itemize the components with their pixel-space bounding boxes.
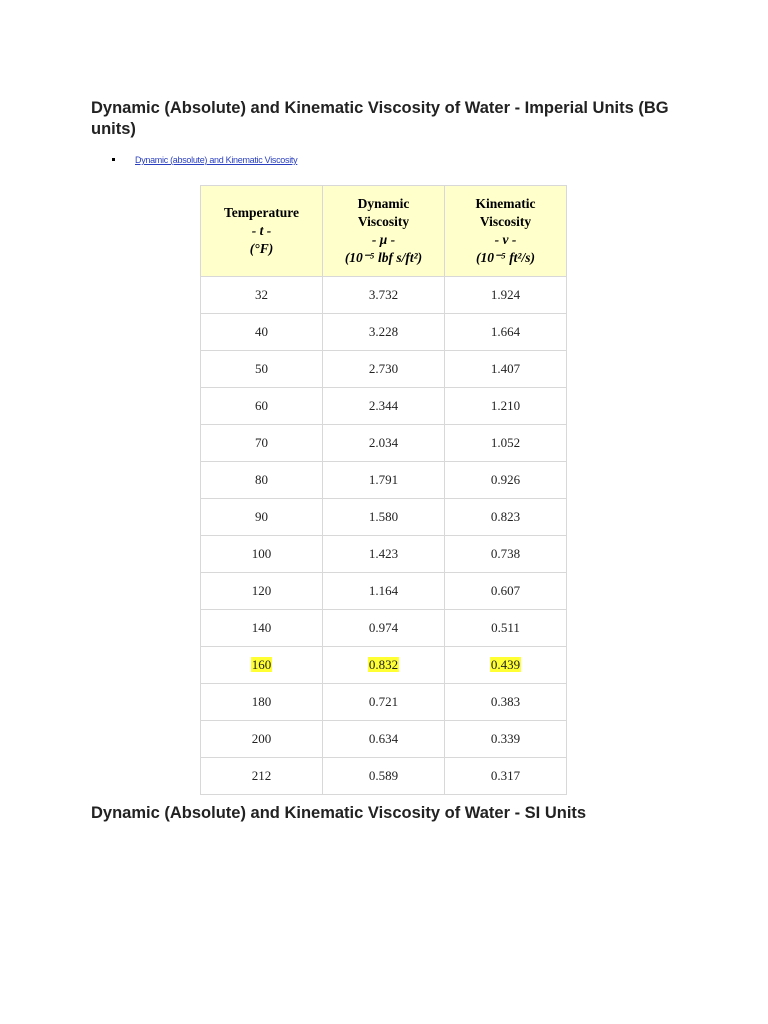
list-item [112, 154, 297, 166]
viscosity-table [200, 185, 567, 795]
cell-value: 1.924 [490, 287, 521, 302]
cell-value: 160 [251, 657, 272, 672]
cell-value: 0.974 [368, 620, 399, 635]
cell-value: 1.791 [368, 472, 399, 487]
table-header-row [201, 186, 567, 277]
table-cell [323, 314, 445, 351]
cell-value: 140 [251, 620, 272, 635]
page-title-imperial: Dynamic (Absolute) and Kinematic Viscosity of Water - Imperial Units (BG units) [91, 99, 669, 138]
cell-value: 0.317 [490, 768, 521, 783]
cell-value: 0.439 [490, 657, 521, 672]
table-cell [323, 351, 445, 388]
cell-value: 90 [255, 509, 268, 524]
cell-value: 100 [251, 546, 272, 561]
table-cell [445, 647, 567, 684]
cell-value: 200 [251, 731, 272, 746]
cell-value: 2.034 [368, 435, 399, 450]
table-cell [323, 536, 445, 573]
table-cell [445, 758, 567, 795]
table-cell [323, 573, 445, 610]
cell-value: 0.823 [490, 509, 521, 524]
table-cell [201, 684, 323, 721]
table-cell [445, 610, 567, 647]
table-cell [445, 573, 567, 610]
cell-value: 212 [251, 768, 272, 783]
cell-value: 0.634 [368, 731, 399, 746]
table-row [201, 573, 567, 610]
header-kinematic-viscosity: Kinematic Viscosity - ν - (10⁻⁵ ft²/s) [445, 186, 567, 277]
table-cell [323, 610, 445, 647]
table-cell [323, 462, 445, 499]
table-row [201, 277, 567, 314]
link-list [112, 154, 297, 166]
table-cell [445, 721, 567, 758]
table-row [201, 351, 567, 388]
table-cell [201, 721, 323, 758]
table-body [201, 277, 567, 795]
cell-value: 1.164 [368, 583, 399, 598]
table-row [201, 425, 567, 462]
cell-value: 2.344 [368, 398, 399, 413]
table-row [201, 610, 567, 647]
table-cell [201, 388, 323, 425]
table-cell [201, 462, 323, 499]
bullet-icon [112, 158, 115, 161]
cell-value: 80 [255, 472, 268, 487]
cell-value: 0.339 [490, 731, 521, 746]
table-cell [445, 388, 567, 425]
cell-value: 1.052 [490, 435, 521, 450]
cell-value: 1.580 [368, 509, 399, 524]
cell-value: 0.721 [368, 694, 399, 709]
table-cell [445, 314, 567, 351]
cell-value: 3.228 [368, 324, 399, 339]
table-row [201, 536, 567, 573]
table-cell [445, 277, 567, 314]
cell-value: 70 [255, 435, 268, 450]
table-cell [201, 351, 323, 388]
table-row [201, 647, 567, 684]
table-row [201, 314, 567, 351]
table-cell [445, 425, 567, 462]
table-cell [201, 536, 323, 573]
table-row [201, 684, 567, 721]
cell-value: 180 [251, 694, 272, 709]
viscosity-link[interactable]: Dynamic (absolute) and Kinematic Viscosity [135, 155, 298, 165]
cell-value: 1.664 [490, 324, 521, 339]
table-cell [201, 277, 323, 314]
cell-value: 50 [255, 361, 268, 376]
table-cell [201, 314, 323, 351]
cell-value: 0.511 [491, 620, 520, 635]
cell-value: 32 [255, 287, 268, 302]
cell-value: 60 [255, 398, 268, 413]
table-cell [323, 277, 445, 314]
cell-value: 1.210 [490, 398, 521, 413]
cell-value: 0.607 [490, 583, 521, 598]
cell-value: 3.732 [368, 287, 399, 302]
table-cell [323, 721, 445, 758]
table-cell [201, 573, 323, 610]
cell-value: 0.832 [368, 657, 399, 672]
table-cell [201, 425, 323, 462]
table-cell [323, 425, 445, 462]
table-cell [201, 647, 323, 684]
table-cell [323, 388, 445, 425]
table-row [201, 499, 567, 536]
cell-value: 120 [251, 583, 272, 598]
section-title-si: Dynamic (Absolute) and Kinematic Viscosity of Water - SI Units [91, 804, 587, 822]
table-cell [445, 684, 567, 721]
cell-value: 0.926 [490, 472, 521, 487]
table-cell [201, 499, 323, 536]
cell-value: 40 [255, 324, 268, 339]
table-cell [445, 536, 567, 573]
table-cell [445, 499, 567, 536]
table-cell [445, 462, 567, 499]
table-cell [445, 351, 567, 388]
table-cell [201, 610, 323, 647]
table-cell [323, 684, 445, 721]
cell-value: 0.738 [490, 546, 521, 561]
cell-value: 0.589 [368, 768, 399, 783]
cell-value: 0.383 [490, 694, 521, 709]
table-cell [323, 499, 445, 536]
header-temperature: Temperature - t - (°F) [201, 186, 323, 277]
header-dynamic-viscosity: Dynamic Viscosity - μ - (10⁻⁵ lbf s/ft²) [323, 186, 445, 277]
table-cell [323, 758, 445, 795]
cell-value: 1.423 [368, 546, 399, 561]
table-row [201, 721, 567, 758]
table-cell [201, 758, 323, 795]
table-row [201, 388, 567, 425]
table-row [201, 462, 567, 499]
table-row [201, 758, 567, 795]
table-cell [323, 647, 445, 684]
cell-value: 1.407 [490, 361, 521, 376]
cell-value: 2.730 [368, 361, 399, 376]
